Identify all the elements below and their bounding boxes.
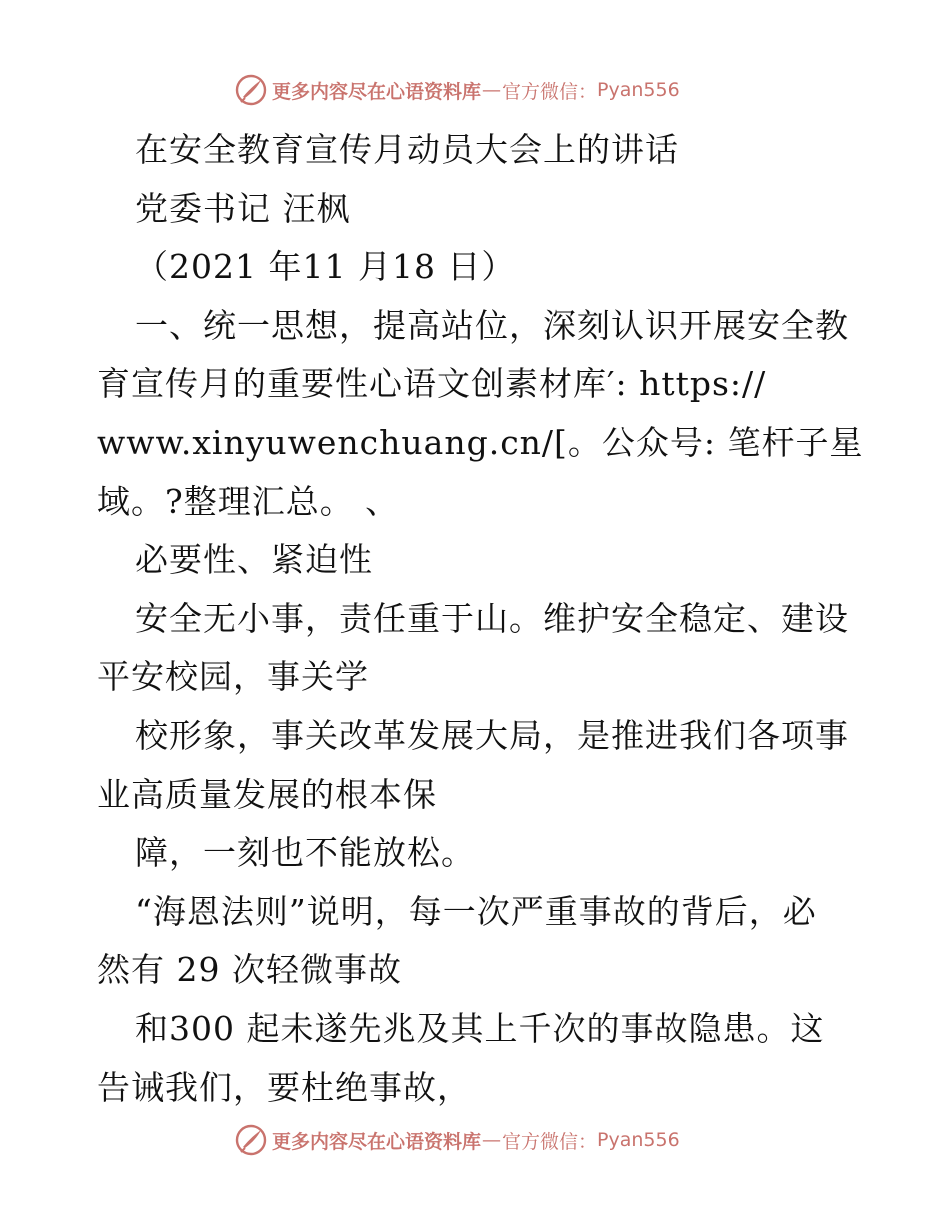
watermark-header	[234, 72, 680, 108]
watermark-footer	[234, 1122, 680, 1158]
document-body	[97, 121, 864, 1117]
text-line: 平安校园，事关学	[97, 657, 369, 697]
text-line: 告诫我们，要杜绝事故，	[97, 1067, 471, 1107]
speaker-line: 党委书记 汪枫	[135, 188, 351, 228]
text-line: 域。?整理汇总。 、	[97, 481, 400, 521]
watermark-wechat-label: 官方微信：	[502, 1130, 598, 1153]
document-title: 在安全教育宣传月动员大会上的讲话	[135, 130, 679, 169]
watermark-dash: —	[482, 1129, 502, 1151]
text-line: 校形象，事关改革发展大局，是推进我们各项事	[135, 715, 849, 755]
text-line: 和300 起未遂先兆及其上千次的事故隐患。这	[135, 1008, 825, 1048]
text-line: 育宣传月的重要性心语文创素材库′: https://	[97, 364, 767, 404]
text-line: 必要性、紧迫性	[135, 540, 373, 580]
text-line: “海恩法则”说明，每一次严重事故的背后，必	[135, 891, 817, 931]
watermark-wechat-id: Pyan556	[597, 79, 680, 101]
date-line: （2021 年11 月18 日）	[135, 247, 516, 287]
text-line: 安全无小事，责任重于山。维护安全稳定、建设	[135, 598, 849, 638]
watermark-wechat-id: Pyan556	[597, 1129, 680, 1151]
text-line: 障，一刻也不能放松。	[135, 833, 475, 873]
text-line: 然有 29 次轻微事故	[97, 950, 402, 990]
watermark-text: 更多内容尽在心语资料库	[272, 80, 482, 103]
watermark-wechat-label: 官方微信：	[502, 80, 598, 103]
text-line: www.xinyuwenchuang.cn/[。公众号: 笔杆子星	[97, 422, 864, 462]
text-line: 业高质量发展的根本保	[97, 774, 437, 814]
quill-logo-icon	[234, 1123, 268, 1157]
quill-logo-icon	[234, 73, 268, 107]
watermark-text: 更多内容尽在心语资料库	[272, 1130, 482, 1153]
watermark-dash: —	[482, 79, 502, 101]
text-line: 一、统一思想，提高站位，深刻认识开展安全教	[135, 305, 849, 345]
